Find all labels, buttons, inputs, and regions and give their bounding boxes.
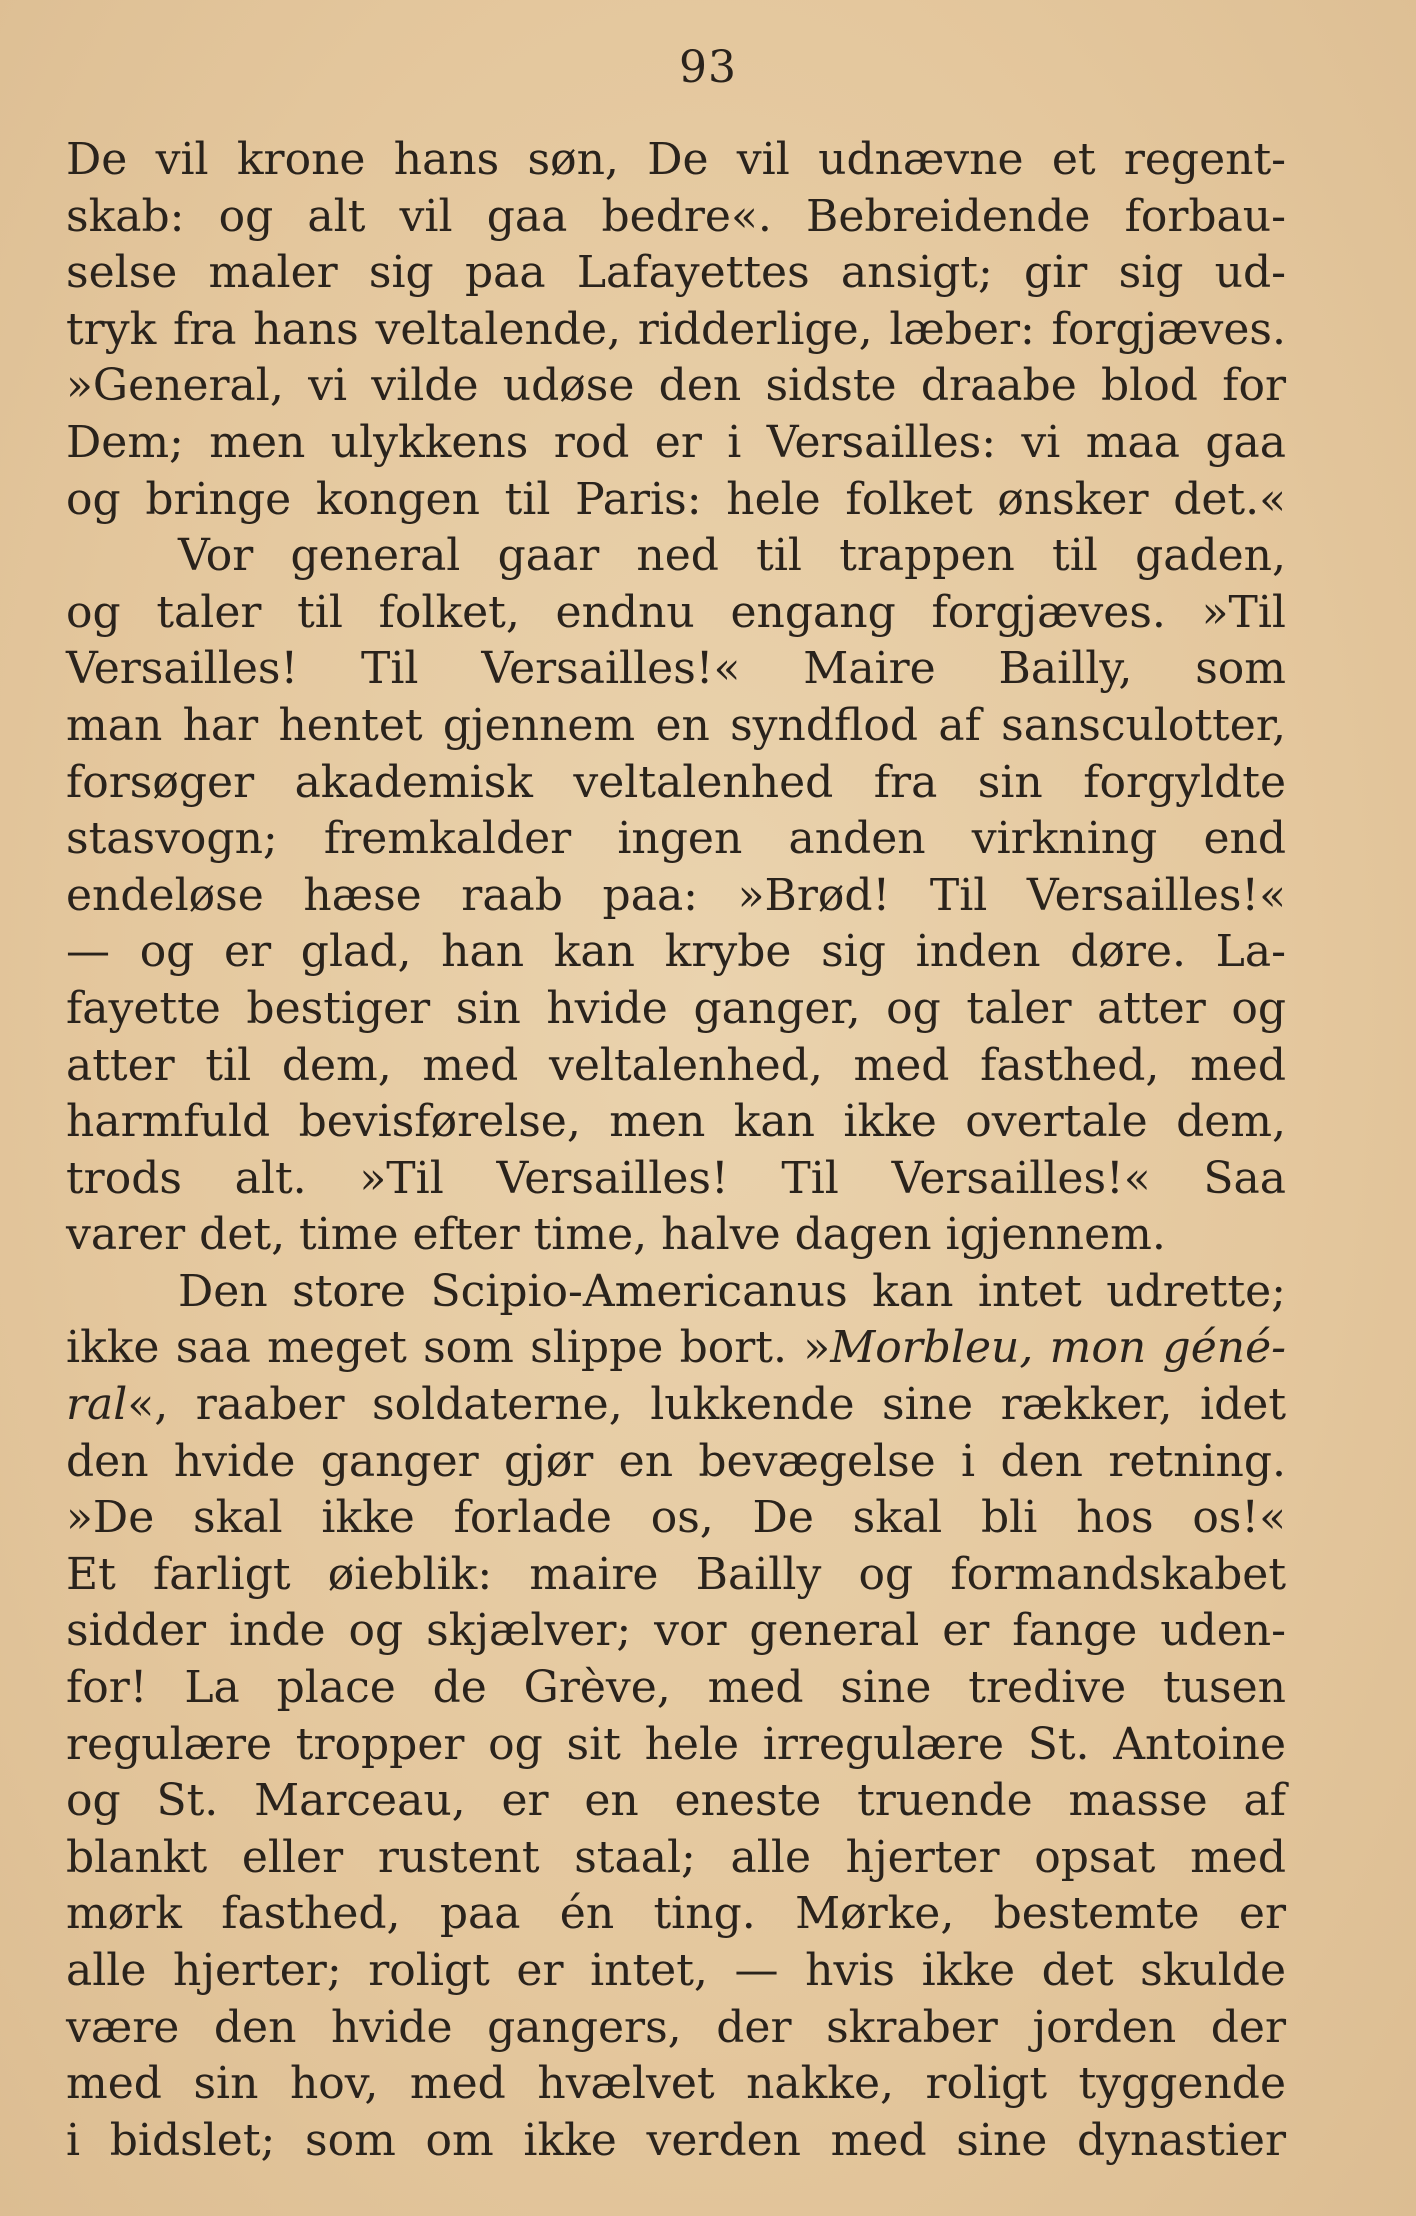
italic-text-segment: Morbleu, mon géné- (830, 1322, 1286, 1374)
text-line: harmfuld bevisførelse, men kan ikke overtale dem, (66, 1096, 1286, 1148)
text-line: den hvide ganger gjør en bevægelse i den retning. (66, 1435, 1286, 1487)
text-line: atter til dem, med veltalenhed, med fasthed, med (66, 1039, 1286, 1091)
text-line: stasvogn; fremkalder ingen anden virkning end (66, 813, 1286, 865)
text-line: »General, vi vilde udøse den sidste draabe blod for (66, 360, 1286, 412)
text-line: fayette bestiger sin hvide ganger, og taler atter og (66, 982, 1286, 1034)
text-line: blankt eller rustent staal; alle hjerter opsat med (66, 1831, 1286, 1883)
text-line: regulære tropper og sit hele irregulære St. Antoine (66, 1718, 1286, 1770)
text-line: alle hjerter; roligt er intet, — hvis ikke det skulde (66, 1945, 1286, 1996)
text-line: man har hentet gjennem en syndflod af sansculotter, (66, 699, 1286, 751)
text-line: være den hvide gangers, der skraber jorden der (66, 2001, 1286, 2053)
text-line (66, 1377, 1286, 1434)
text-line (66, 1320, 1286, 1377)
text-segment: «, raaber soldaterne, lukkende sine rækker, idet (127, 1379, 1286, 1431)
text-line: skab: og alt vil gaa bedre«. Bebreidende forbau- (66, 190, 1286, 242)
text-line: og bringe kongen til Paris: hele folket ønsker det.« (66, 473, 1286, 525)
text-line: De vil krone hans søn, De vil udnævne et regent- (66, 134, 1286, 185)
text-line: og St. Marceau, er en eneste truende masse af (66, 1775, 1286, 1827)
text-line: Dem; men ulykkens rod er i Versailles: vi maa gaa (66, 416, 1286, 468)
text-line: varer det, time efter time, halve dagen igjennem. (66, 1209, 1166, 1261)
text-line: sidder inde og skjælver; vor general er fange uden- (66, 1605, 1286, 1657)
text-line: tryk fra hans veltalende, ridderlige, læber: forgjæves. (66, 303, 1286, 355)
text-line: Vor general gaar ned til trappen til gaden, (178, 530, 1286, 582)
text-line: selse maler sig paa Lafayettes ansigt; gir sig ud- (66, 247, 1286, 299)
text-segment: ikke saa meget som slippe bort. » (66, 1322, 831, 1374)
text-line: mørk fasthed, paa én ting. Mørke, bestemte er (66, 1888, 1286, 1940)
text-line: Versailles! Til Versailles!« Maire Bailly, som (66, 643, 1286, 695)
text-line: trods alt. »Til Versailles! Til Versailles!« Saa (66, 1152, 1286, 1204)
text-line: for! La place de Grève, med sine tredive tusen (66, 1662, 1286, 1714)
page-number: 93 (679, 42, 737, 93)
text-line: — og er glad, han kan krybe sig inden døre. La- (66, 926, 1286, 978)
text-line: Et farligt øieblik: maire Bailly og formandskabet (66, 1548, 1286, 1600)
text-line: endeløse hæse raab paa: »Brød! Til Versailles!« (66, 869, 1286, 921)
text-line: i bidslet; som om ikke verden med sine dynastier (66, 2114, 1286, 2166)
text-body (66, 132, 1286, 2169)
text-line: med sin hov, med hvælvet nakke, roligt tyggende (66, 2058, 1286, 2110)
italic-text-segment: ral (66, 1379, 128, 1431)
text-line: »De skal ikke forlade os, De skal bli hos os!« (66, 1492, 1286, 1544)
text-line: forsøger akademisk veltalenhed fra sin forgyldte (66, 756, 1286, 808)
text-line: og taler til folket, endnu engang forgjæves. »Til (66, 586, 1286, 638)
text-line: Den store Scipio-Americanus kan intet udrette; (178, 1265, 1286, 1317)
